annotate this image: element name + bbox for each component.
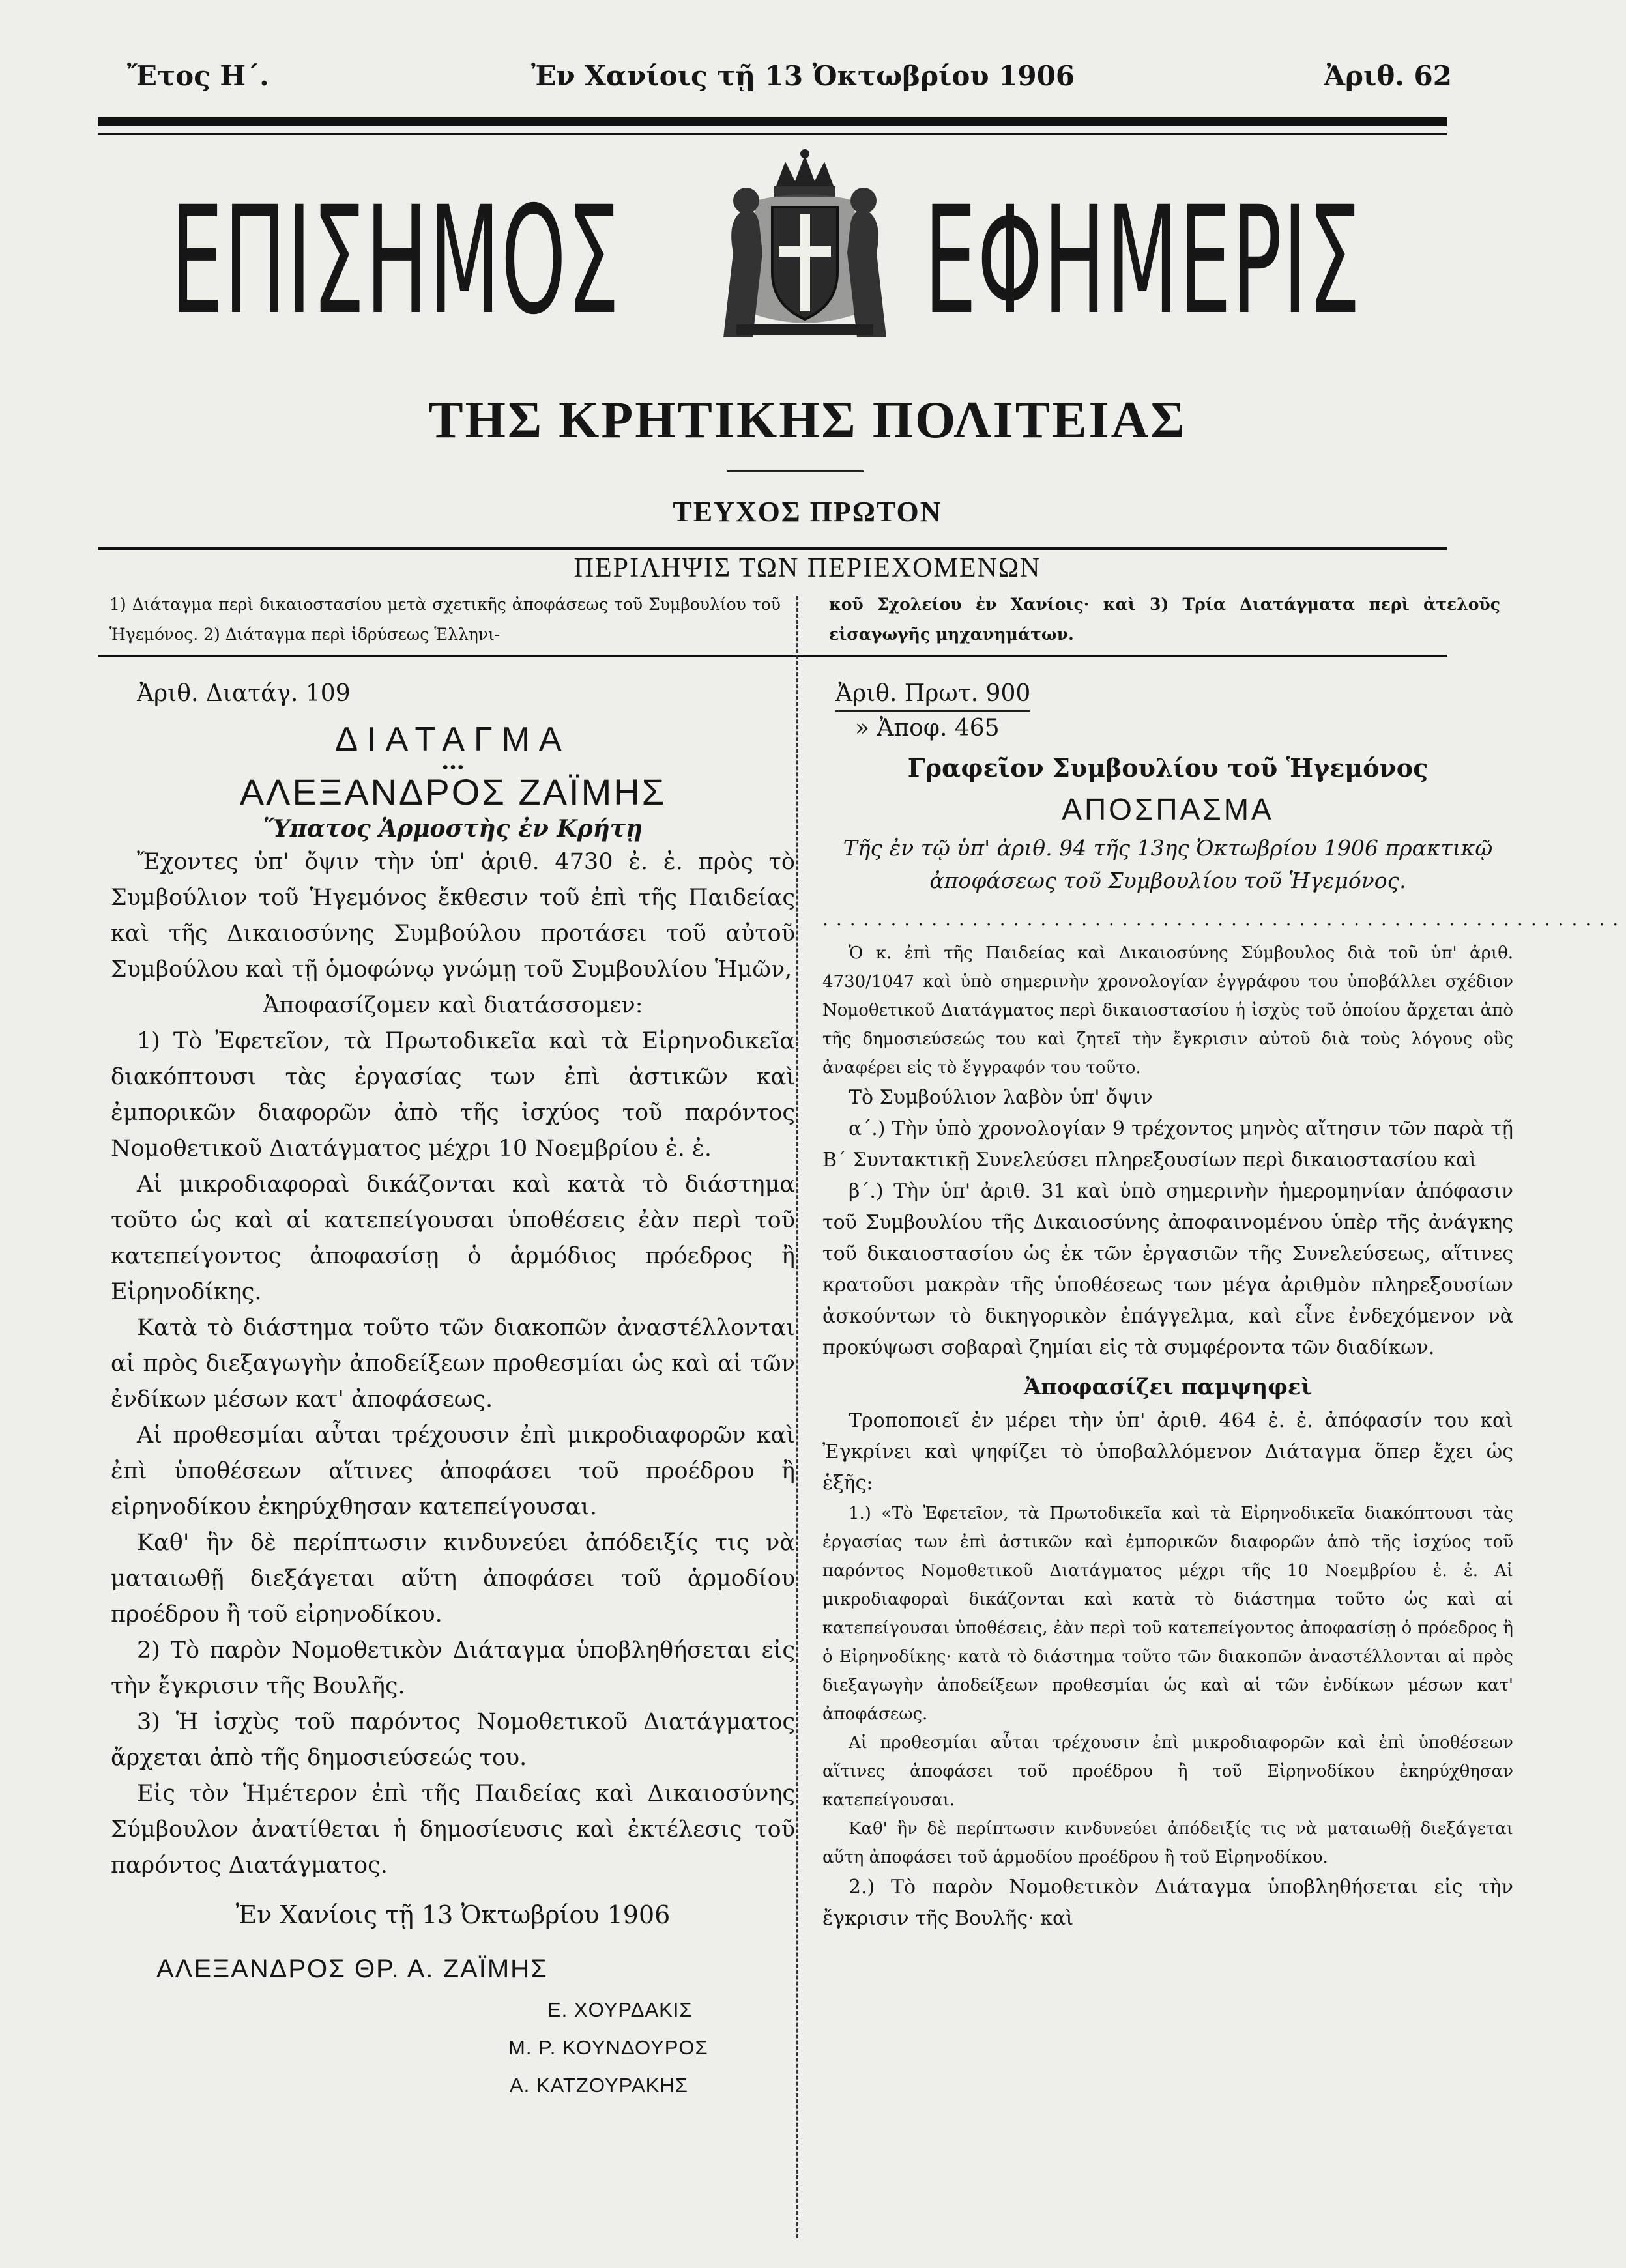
decree-execution: Εἰς τὸν Ἡμέτερον ἐπὶ τῆς Παιδείας καὶ Δικαιοσύνης Σύμβουλον ἀνατίθεται ἡ δημοσίευσις καὶ ἐκτέλεσις τοῦ παρόντος Διατάγματος. [111, 1781, 795, 1878]
subtitle: ΤΗΣ ΚΡΗΤΙΚΗΣ ΠΟΛΙΤΕΙΑΣ [428, 392, 1187, 449]
masthead-rule-thin [98, 133, 1447, 135]
protocol-number: Ἀριθ. Πρωτ. 900 [835, 678, 1030, 712]
extract-body [822, 939, 1513, 1364]
resolution-para-2: 1.) «Τὸ Ἐφετεῖον, τὰ Πρωτοδικεῖα καὶ τὰ Εἰρηνοδικεῖα διακόπτουσι τὰς ἐργασίας των ἐπὶ ἀστικῶν καὶ ἐμπορικῶν διαφορῶν ἀπὸ τῆς ἰσχύος τοῦ παρόντος Νομοθετικοῦ Διατάγματος μέχρι τῆς 10 Νοεμβρίου ἐ. ἐ. Αἱ μικροδιαφοραὶ δικάζονται καὶ κατὰ τὸ διάστημα τοῦτο ὡς καὶ αἱ κατεπείγουσαι ὑποθέσεις, ἐὰν περὶ τοῦ κατεπείγοντος ἀποφασίσῃ ὁ πρόεδρος ἢ ὁ Εἰρηνοδίκης· κατὰ τὸ διάστημα τοῦτο τῶν διακοπῶν ἀναστέλλονται αἱ πρὸς διεξαγωγὴν ἀποδείξεων προθεσμίαι ὡς καὶ αἱ τῶν ἐνδίκων μέσων κατ' ἀποφάσεως. [822, 1504, 1513, 1724]
resolution-para-5: 2.) Τὸ παρὸν Νομοθετικὸν Διάταγμα ὑποβληθήσεται εἰς τὴν ἔγκρισιν τῆς Βουλῆς· καὶ [822, 1876, 1513, 1930]
extract-item-b: β΄.) Τὴν ὑπ' ἀριθ. 31 καὶ ὑπὸ σημερινὴν ἡμερομηνίαν ἀπόφασιν τοῦ Συμβουλίου τῆς Δικαιοσύνης ἀποφαινομένου ὑπὲρ τῆς ἀνάγκης τοῦ δικαιοστασίου ὡς ἐκ τῶν ἐργασιῶν τῆς Συνελεύσεως, αἵτινες κρατοῦσι μακρὰν τῆς ὑποθέσεως των μέγα ἀριθμὸν πληρεξουσίων ἀσκούντων τὸ δικηγορικὸν ἐπάγγελμα, καὶ εἶνε ἐνδεχόμενον νὰ προκύψωσι σοβαραὶ ζημίαι εἰς τὰ συμφέροντα τῶν διαδίκων. [822, 1180, 1513, 1359]
decree-ref: Ἀριθ. Διατάγ. 109 [137, 680, 351, 707]
decree-date: Ἐν Χανίοις τῇ 13 Ὀκτωβρίου 1906 [235, 1901, 671, 1929]
council-office: Γραφεῖον Συμβουλίου τοῦ Ἡγεμόνος [907, 753, 1429, 782]
right-column [822, 678, 1626, 1934]
summary-heading: ΠΕΡΙΛΗΨΙΣ ΤΩΝ ΠΕΡΙΕΧΟΜΕΝΩΝ [573, 553, 1041, 583]
decree-para-evidence: Καθ' ἣν δὲ περίπτωσιν κινδυνεύει ἀπόδειξίς τις νὰ ματαιωθῇ διεξάγεται αὕτη ἀποφάσει τοῦ ἁρμοδίου προέδρου ἢ τοῦ εἰρηνοδίκου. [111, 1530, 795, 1628]
masthead-rule-thick [98, 117, 1447, 126]
extract-council: Τὸ Συμβούλιον λαβὸν ὑπ' ὄψιν [849, 1086, 1153, 1109]
decree-para-suspension: Κατὰ τὸ διάστημα τοῦτο τῶν διακοπῶν ἀναστέλλονται αἱ πρὸς διεξαγωγὴν ἀποδείξεων προθεσμίαι ὡς καὶ αἱ τῶν ἐνδίκων μέσων κατ' ἀποφάσεως. [111, 1315, 795, 1413]
title-right: ΕΦΗΜΕΡΙΣ [924, 174, 1361, 347]
commissioner-title: Ὕπατος Ἁρμοστὴς ἐν Κρήτῃ [263, 815, 643, 842]
extract-item-a: α΄.) Τὴν ὑπὸ χρονολογίαν 9 τρέχοντος μηνὸς αἴτησιν τῶν παρὰ τῇ Β΄ Συντακτικῇ Συνελεύσει πληρεξουσίων περὶ δικαιοστασίου καὶ [822, 1117, 1513, 1171]
crowned-coat-of-arms-icon [697, 149, 912, 344]
summary-right: κοῦ Σχολείου ἐν Χανίοις· καὶ 3) Τρία Διατάγματα περὶ ἀτελοῦς εἰσαγωγῆς μηχανημάτων. [829, 595, 1500, 644]
resolved-heading: Ἀποφασίζει παμψηφεὶ [1023, 1374, 1313, 1400]
summary-rule [98, 547, 1447, 550]
commissioner-name: ΑΛΕΞΑΝΔΡΟΣ ΖΑΪΜΗΣ [239, 771, 667, 812]
resolution-para-1: Τροποποιεῖ ἐν μέρει τὴν ὑπ' ἀριθ. 464 ἐ. ἐ. ἀπόφασίν του καὶ Ἐγκρίνει καὶ ψηφίζει τὸ ὑποβαλλόμενον Διάταγμα ὅπερ ἔχει ὡς ἑξῆς: [822, 1409, 1513, 1495]
dateline: Ἐν Χανίοις τῇ 13 Ὀκτωβρίου 1906 [531, 60, 1075, 92]
decree-para-deadlines: Αἱ προθεσμίαι αὗται τρέχουσιν ἐπὶ μικροδιαφορῶν καὶ ἐπὶ ὑποθέσεων αἵτινες ἀποφάσει τοῦ προέδρου ἢ εἰρηνοδίκου ἐκηρύχθησαν κατεπείγουσαι. [111, 1422, 795, 1520]
cosigner-3: Α. ΚΑΤΖΟΥΡΑΚΗΣ [510, 2074, 688, 2097]
resolution-ref: » Ἀποφ. 465 [855, 715, 1000, 741]
cosigner-2: Μ. Ρ. ΚΟΥΝΔΟΥΡΟΣ [508, 2036, 708, 2059]
summary-bottom-rule [98, 655, 1447, 657]
decree-ornament: ∙∙∙ [441, 758, 465, 776]
decree-decide: Ἀποφασίζομεν καὶ διατάσσομεν: [263, 992, 643, 1018]
protocol-ref [835, 678, 1513, 712]
issue-series: ΤΕΥΧΟΣ ΠΡΩΤΟΝ [673, 496, 942, 528]
title-left: ΕΠΙΣΗΜΟΣ [171, 174, 620, 347]
decree-body [111, 844, 795, 1884]
decree-article-2: 2) Τὸ παρὸν Νομοθετικὸν Διάταγμα ὑποβληθήσεται εἰς τὴν ἔγκρισιν τῆς Βουλῆς. [111, 1637, 795, 1699]
decree-preamble: Ἔχοντες ὑπ' ὄψιν τὴν ὑπ' ἀριθ. 4730 ἐ. ἐ. πρὸς τὸ Συμβούλιον τοῦ Ἡγεμόνος ἔκθεσιν τοῦ ἐπὶ τῆς Παιδείας καὶ τῆς Δικαιοσύνης Συμβούλου προτάσει τοῦ αὐτοῦ Συμβούλου καὶ τῇ ὁμοφώνῳ γνώμῃ τοῦ Συμβουλίου Ἡμῶν, [111, 849, 795, 983]
left-column [111, 678, 795, 2103]
year-label: Ἔτος Η΄. [127, 60, 269, 92]
decree-para-small-disputes: Αἱ μικροδιαφοραὶ δικάζονται καὶ κατὰ τὸ διάστημα τοῦτο ὡς καὶ αἱ κατεπείγουσαι ὑποθέσεις ἐὰν περὶ τοῦ κατεπείγοντος ἀποφασίσῃ ὁ ἁρμόδιος πρόεδρος ἢ Εἰρηνοδίκης. [111, 1171, 795, 1305]
extract-heading: ΑΠΟΣΠΑΣΜΑ [1062, 792, 1274, 826]
extract-description: Τῆς ἐν τῷ ὑπ' ἀριθ. 94 τῆς 13ης Ὀκτωβρίου 1906 πρακτικῷ ἀποφάσεως τοῦ Συμβουλίου τοῦ Ἡγεμόνος. [843, 835, 1493, 893]
column-divider [796, 596, 798, 2238]
dotted-separator: ........................................................... [822, 908, 1626, 930]
cosigner-1: Ε. ΧΟΥΡΔΑΚΙΣ [547, 1998, 693, 2021]
masthead-topline [127, 60, 1452, 99]
resolution-body [822, 1405, 1513, 1934]
resolution-para-4: Καθ' ἣν δὲ περίπτωσιν κινδυνεύει ἀπόδειξίς τις νὰ ματαιωθῇ διεξάγεται αὕτη ἀποφάσει τοῦ ἁρμοδίου προέδρου ἢ τοῦ Εἰρηνοδίκου. [822, 1819, 1513, 1867]
subtitle-divider [727, 470, 864, 472]
decree-heading: ΔΙΑΤΑΓΜΑ [335, 721, 571, 758]
extract-para-1: Ὁ κ. ἐπὶ τῆς Παιδείας καὶ Δικαιοσύνης Σύμβουλος διὰ τοῦ ὑπ' ἀριθ. 4730/1047 καὶ ὑπὸ σημερινὴν χρονολογίαν ἐγγράφου του ὑποβάλλει σχέδιον Νομοθετικοῦ Διατάγματος περὶ δικαιοστασίου ἡ ἰσχὺς τοῦ ὁποίου ἄρχεται ἀπὸ τῆς δημοσιεύσεώς του καὶ ζητεῖ τὴν ἔγκρισιν αὐτοῦ διὰ τοὺς λόγους οὓς ἀναφέρει εἰς τὸ ἔγγραφόν του τοῦτο. [822, 943, 1513, 1078]
resolution-para-3: Αἱ προθεσμίαι αὗται τρέχουσιν ἐπὶ μικροδιαφορῶν καὶ ἐπὶ ὑποθέσεων αἵτινες ἀποφάσει τοῦ προέδρου ἢ τοῦ Εἰρηνοδίκου ἐκηρύχθησαν κατεπείγουσαι. [822, 1733, 1513, 1810]
decree-article-3: 3) Ἡ ἰσχὺς τοῦ παρόντος Νομοθετικοῦ Διατάγματος ἄρχεται ἀπὸ τῆς δημοσιεύσεώς του. [111, 1709, 795, 1771]
summary-left: 1) Διάταγμα περὶ δικαιοστασίου μετὰ σχετικῆς ἀποφάσεως τοῦ Συμβουλίου τοῦ Ἡγεμόνος. 2) Διάταγμα περὶ ἱδρύσεως Ἑλληνι- [109, 595, 781, 644]
decree-signer: ΑΛΕΞΑΝΔΡΟΣ ΘΡ. Α. ΖΑΪΜΗΣ [156, 1955, 548, 1983]
issue-number: Ἀριθ. 62 [1324, 60, 1452, 92]
decree-article-1: 1) Τὸ Ἐφετεῖον, τὰ Πρωτοδικεῖα καὶ τὰ Εἰρηνοδικεῖα διακόπτουσι τὰς ἐργασίας των ἐπὶ ἀστικῶν καὶ ἐμπορικῶν διαφορῶν ἀπὸ τῆς ἰσχύος τοῦ παρόντος Νομοθετικοῦ Διατάγματος μέχρι 10 Νοεμβρίου ἐ. ἐ. [111, 1028, 795, 1162]
